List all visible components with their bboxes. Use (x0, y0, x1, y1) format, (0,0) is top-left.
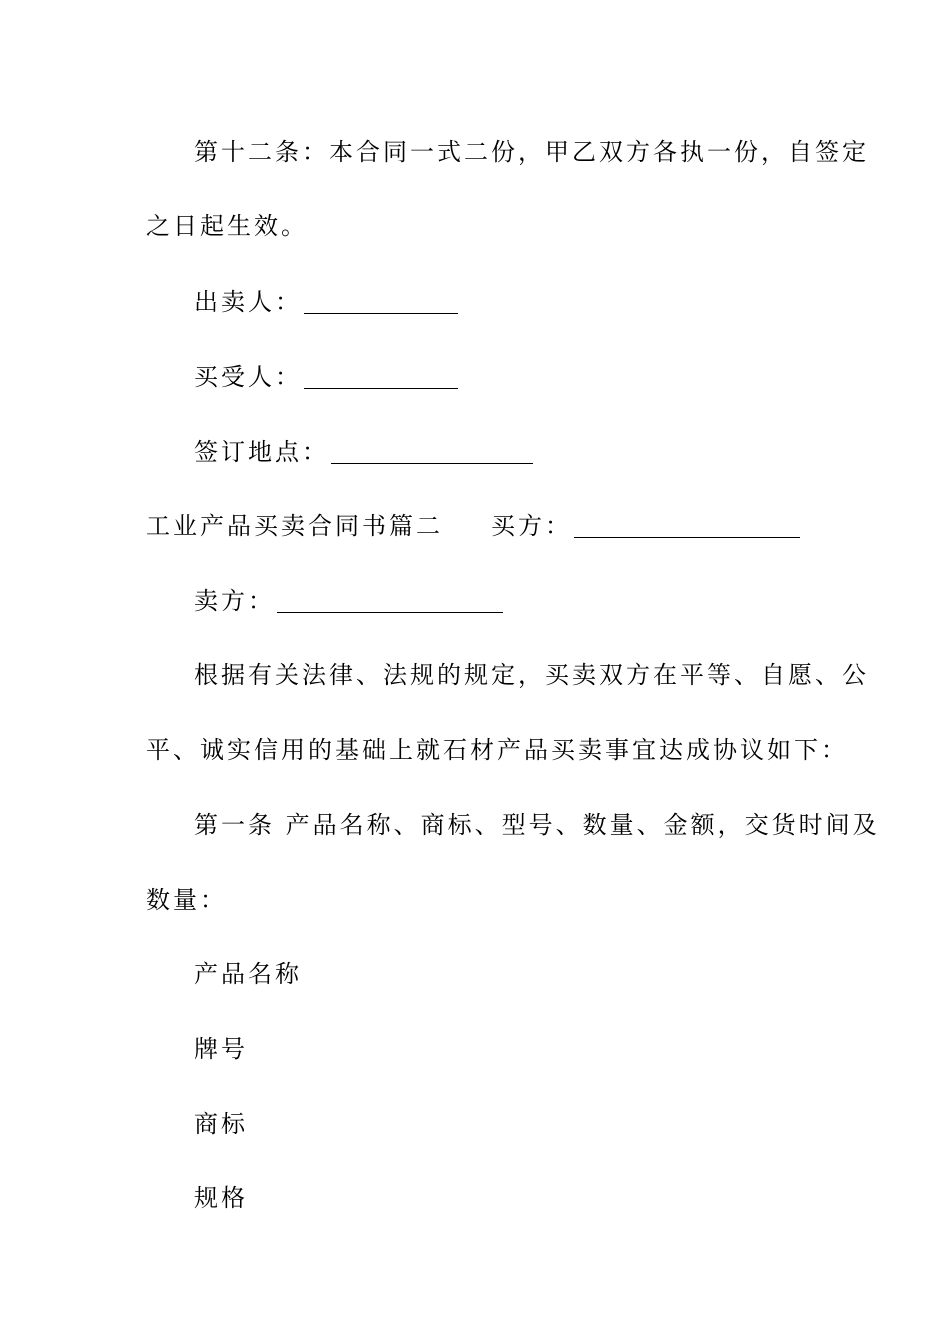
signing-place-blank (331, 462, 533, 464)
seller-label: 出卖人： (194, 288, 302, 316)
part-two-buyer-label: 买方： (491, 512, 572, 540)
field-label: 规格 (194, 1184, 248, 1212)
clause-12-text-1: 第十二条：本合同一式二份，甲乙双方各执一份，自签定 (194, 138, 869, 166)
part-two-seller-blank (277, 611, 503, 613)
preamble-line-1 (194, 659, 869, 691)
buyer-blank (304, 387, 458, 389)
part-two-seller-label: 卖方： (194, 587, 275, 615)
clause-1-line-1 (194, 809, 880, 841)
field-grade (194, 1033, 248, 1065)
part-two-title: 工业产品买卖合同书篇二 (146, 512, 443, 540)
seller-blank (304, 312, 458, 314)
field-specification (194, 1182, 248, 1214)
clause-1-text-2: 数量： (146, 886, 227, 914)
signing-place-label: 签订地点： (194, 438, 329, 466)
clause-12-line-2 (146, 210, 308, 242)
buyer-label: 买受人： (194, 363, 302, 391)
preamble-line-2 (146, 734, 848, 766)
preamble-text-2: 平、诚实信用的基础上就石材产品买卖事宜达成协议如下： (146, 736, 848, 764)
clause-12-text-2: 之日起生效。 (146, 212, 308, 240)
signing-place-line (194, 436, 533, 468)
clause-1-text-1: 第一条 产品名称、商标、型号、数量、金额，交货时间及 (194, 811, 880, 839)
part-two-buyer-blank (574, 536, 800, 538)
preamble-text-1: 根据有关法律、法规的规定，买卖双方在平等、自愿、公 (194, 661, 869, 689)
buyer-signature-line (194, 361, 458, 393)
field-product-name (194, 958, 302, 990)
part-two-heading-line (146, 510, 800, 542)
field-trademark (194, 1108, 248, 1140)
field-label: 商标 (194, 1110, 248, 1138)
clause-1-line-2 (146, 884, 227, 916)
clause-12-line-1 (194, 136, 869, 168)
part-two-seller-line (194, 585, 503, 617)
field-label: 牌号 (194, 1035, 248, 1063)
seller-signature-line (194, 286, 458, 318)
field-label: 产品名称 (194, 960, 302, 988)
